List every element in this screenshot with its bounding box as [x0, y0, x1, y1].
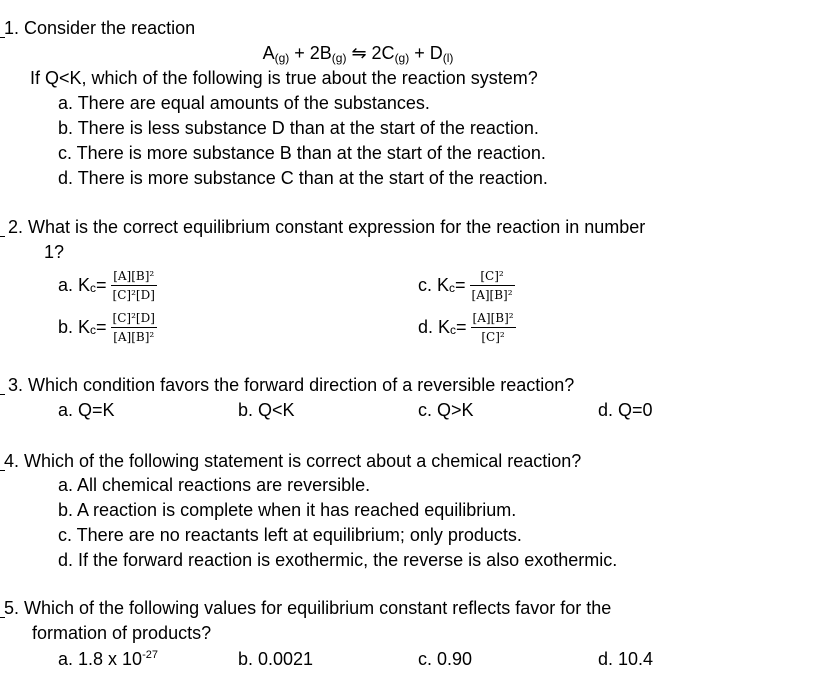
q2-option-b[interactable]: b. K c = $\frac{\text{[C]²[D]}}{\text{[A][B]²}}$: [58, 310, 155, 344]
q2-option-d[interactable]: d. K c = $\frac{\text{[A][B]²}}{\text{[C]²}}$: [418, 310, 514, 344]
q1-option-a[interactable]: a. There are equal amounts of the substances.: [58, 93, 430, 113]
q2-option-a[interactable]: a. K c = $\frac{\text{[A][B]²}}{\text{[C]²[D]}}$: [58, 268, 155, 302]
question-marker: [0, 394, 5, 395]
q2-option-c[interactable]: c. K c = $\frac{\text{[C]²}}{\text{[A][B]²}}$: [418, 268, 513, 302]
equilibrium-arrow-icon: ⇋: [346, 43, 372, 63]
kc-fraction: $\frac{\text{[C]²[D]}}{\text{[A][B]²}}$: [112, 310, 155, 344]
q5-option-d[interactable]: d. 10.4: [598, 649, 654, 669]
q1-reaction-equation: A(g) + 2B(g) ⇋ 2C(g) + D(l): [262, 43, 454, 65]
q1-option-c[interactable]: c. There is more substance B than at the start of the reaction.: [58, 143, 546, 163]
q5-option-c[interactable]: c. 0.90: [418, 649, 473, 669]
q5-title-continued: formation of products?: [32, 623, 212, 643]
q5-title: 5. Which of the following values for equilibrium constant reflects favor for the: [4, 598, 612, 618]
kc-fraction: $\frac{\text{[A][B]²}}{\text{[C]²[D]}}$: [112, 268, 155, 302]
q3-option-a[interactable]: a. Q=K: [58, 400, 115, 420]
q1-option-d[interactable]: d. There is more substance C than at the start of the reaction.: [58, 168, 548, 188]
q1-title: 1. Consider the reaction: [4, 18, 196, 38]
kc-fraction: $\frac{\text{[A][B]²}}{\text{[C]²}}$: [472, 310, 514, 344]
q4-option-c[interactable]: c. There are no reactants left at equilibrium; only products.: [58, 525, 522, 545]
q4-option-d[interactable]: d. If the forward reaction is exothermic, the reverse is also exothermic.: [58, 550, 618, 570]
q5-option-a[interactable]: a. 1.8 x $10^{-27}$: [58, 649, 158, 669]
q2-title-continued: 1?: [44, 242, 65, 262]
q4-option-b[interactable]: b. A reaction is complete when it has reached equilibrium.: [58, 500, 517, 520]
q3-option-c[interactable]: c. Q>K: [418, 400, 474, 420]
q3-option-b[interactable]: b. Q<K: [238, 400, 295, 420]
q2-title: 2. What is the correct equilibrium constant expression for the reaction in number: [8, 217, 646, 237]
q3-title: 3. Which condition favors the forward direction of a reversible reaction?: [8, 375, 575, 395]
q3-option-d[interactable]: d. Q=0: [598, 400, 653, 420]
kc-fraction: $\frac{\text{[C]²}}{\text{[A][B]²}}$: [471, 268, 513, 302]
q1-question: If Q<K, which of the following is true about the reaction system?: [30, 68, 538, 88]
q5-option-b[interactable]: b. 0.0021: [238, 649, 314, 669]
q1-option-b[interactable]: b. There is less substance D than at the start of the reaction.: [58, 118, 539, 138]
q4-option-a[interactable]: a. All chemical reactions are reversible.: [58, 475, 371, 495]
question-marker: [0, 236, 5, 237]
q4-title: 4. Which of the following statement is correct about a chemical reaction?: [4, 451, 582, 471]
